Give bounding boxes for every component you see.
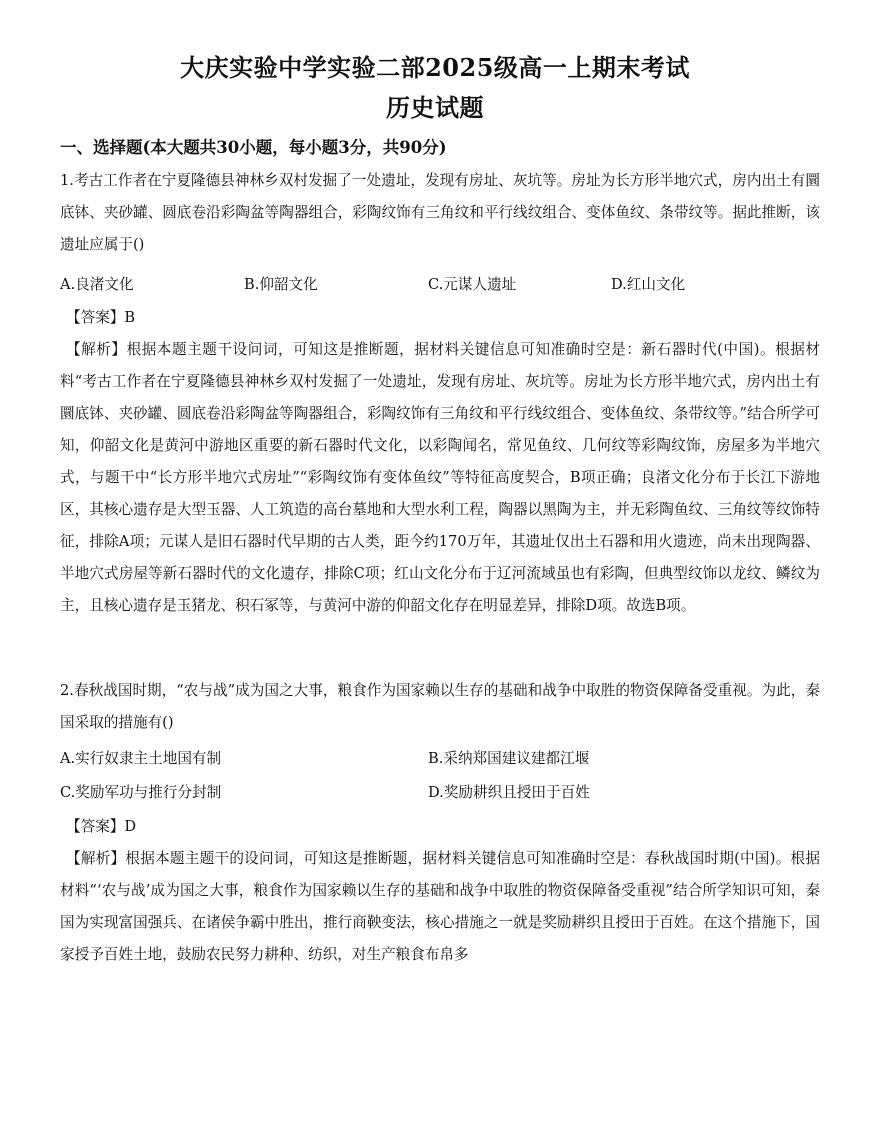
question-2-stem: 2.春秋战国时期，“农与战”成为国之大事，粮食作为国家赖以生存的基础和战争中取胜的物资保障备受重视。为此，秦国采取的措施有() [60, 682, 820, 731]
question-1-option-b: B.仰韶文化 [244, 276, 318, 293]
question-2-option-c: C.奖励军功与推行分封制 [60, 784, 222, 801]
question-1-answer: 【答案】B [66, 309, 136, 326]
question-1-analysis: 【解析】根据本题主题干设问词，可知这是推断题，据材料关键信息可知准确时空是：新石器时代(中国)。根据材料“考古工作者在宁夏隆德县神林乡双村发掘了一处遗址，发现有房址、灰坑等。房址为长方形半地穴式，房内出土有圜底钵、夹砂罐、圆底卷沿彩陶盆等陶器组合，彩陶纹饰有三角纹和平行线纹组合、变体鱼纹、条带纹等。”结合所学可知，仰韶文化是黄河中游地区重要的新石器时代文化，以彩陶闻名，常见鱼纹、几何纹等彩陶纹饰，房屋多为半地穴式，与题干中“长方形半地穴式房址”“彩陶纹饰有变体鱼纹”等特征高度契合，B项正确；良渚文化分布于长江下游地区，其核心遗存是大型玉器、人工筑造的高台墓地和大型水利工程，陶器以黑陶为主，并无彩陶鱼纹、三角纹等纹饰特征，排除A项；元谋人是旧石器时代早期的古人类，距今约170万年，其遗址仅出土石器和用火遗迹，尚未出现陶器、半地穴式房屋等新石器时代的文化遗存，排除C项；红山文化分布于辽河流域虽也有彩陶，但典型纹饰以龙纹、鳞纹为主，且核心遗存是玉猪龙、积石冢等，与黄河中游的仰韶文化存在明显差异，排除D项。故选B项。 [60, 341, 820, 614]
question-1-option-a: A.良渚文化 [60, 276, 134, 293]
exam-title: 大庆实验中学实验二部2025级高一上期末考试 [180, 53, 690, 82]
section-heading: 一、选择题(本大题共30小题，每小题3分，共90分) [60, 138, 447, 157]
question-2-option-b: B.采纳郑国建议建都江堰 [428, 750, 590, 767]
exam-subtitle: 历史试题 [386, 93, 484, 122]
question-2-answer: 【答案】D [66, 818, 137, 835]
question-1-option-c: C.元谋人遗址 [428, 276, 517, 293]
question-2-option-a: A.实行奴隶主土地国有制 [60, 750, 222, 767]
question-1-option-d: D.红山文化 [611, 276, 686, 293]
question-1-stem: 1.考古工作者在宁夏隆德县神林乡双村发掘了一处遗址，发现有房址、灰坑等。房址为长方形半地穴式，房内出土有圜底钵、夹砂罐、圆底卷沿彩陶盆等陶器组合，彩陶纹饰有三角纹和平行线纹组合、变体鱼纹、条带纹等。据此推断，该遗址应属于() [60, 172, 820, 253]
question-2-option-d: D.奖励耕织且授田于百姓 [428, 784, 590, 801]
question-2-analysis: 【解析】根据本题主题干的设问词，可知这是推断题，据材料关键信息可知准确时空是：春秋战国时期(中国)。根据材料“‘农与战’成为国之大事，粮食作为国家赖以生存的基础和战争中取胜的物资保障备受重视”结合所学知识可知，秦国为实现富国强兵、在诸侯争霸中胜出，推行商鞅变法，核心措施之一就是奖励耕织且授田于百姓。在这个措施下，国家授予百姓土地，鼓励农民努力耕种、纺织，对生产粮食布帛多 [60, 850, 820, 963]
